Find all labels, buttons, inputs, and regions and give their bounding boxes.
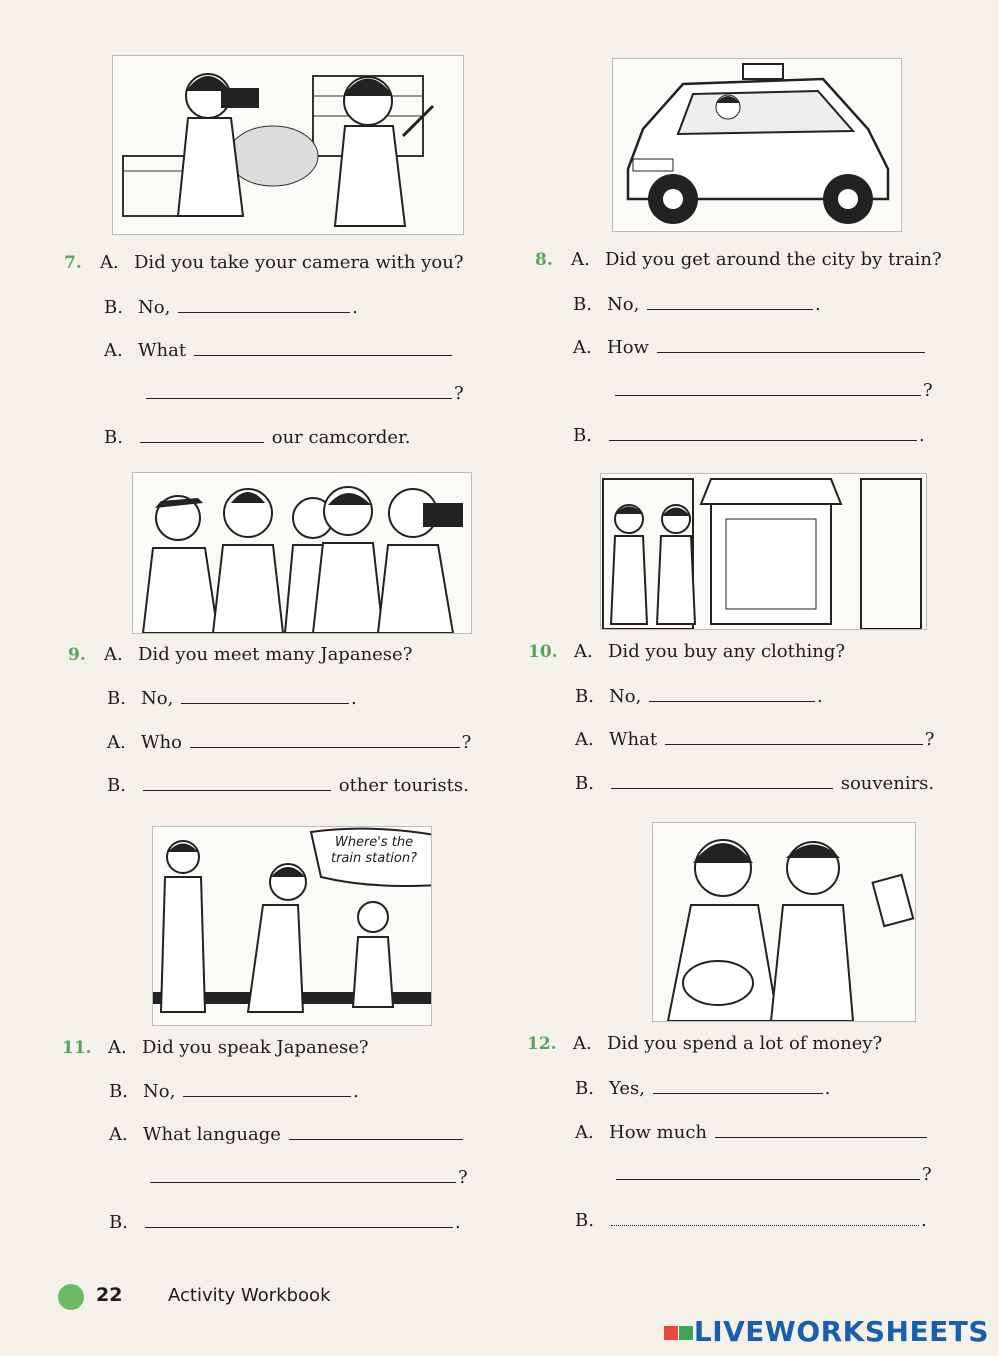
speaker-label: A. [109, 1124, 128, 1145]
speaker-label: A. [104, 644, 123, 665]
illustration-shop-front [600, 473, 927, 630]
speaker-label: B. [104, 427, 123, 448]
punctuation: . [824, 1078, 831, 1099]
illustration-taxi [612, 58, 902, 232]
punctuation: . [353, 1081, 359, 1102]
question-prefix: What [609, 729, 658, 750]
answer-blank[interactable] [615, 380, 921, 396]
speaker-label: A. [104, 340, 123, 361]
question-prefix: What [138, 340, 187, 361]
question-number: 12. [527, 1034, 557, 1054]
question-number: 9. [68, 645, 86, 665]
answer-blank[interactable] [143, 775, 331, 791]
punctuation: . [455, 1212, 461, 1233]
question-number: 11. [62, 1038, 92, 1058]
speaker-label: B. [107, 688, 126, 709]
speech-bubble: Where's the train station? [330, 835, 418, 866]
question-text: Did you speak Japanese? [142, 1037, 369, 1058]
punctuation: . [817, 686, 823, 707]
speaker-label: A. [571, 249, 590, 270]
answer-prefix: No, [141, 688, 174, 709]
answer-blank[interactable] [190, 732, 460, 748]
answer-blank[interactable] [665, 729, 923, 745]
punctuation: . [352, 297, 358, 318]
question-text: Did you meet many Japanese? [138, 644, 413, 665]
question-number: 7. [64, 253, 82, 273]
answer-blank[interactable] [194, 340, 452, 356]
speaker-label: A. [575, 729, 594, 750]
book-title: Activity Workbook [168, 1285, 331, 1306]
punctuation: ? [922, 1164, 932, 1185]
question-prefix: How much [609, 1122, 707, 1143]
answer-blank[interactable] [289, 1124, 463, 1140]
answer-blank[interactable] [181, 688, 349, 704]
punctuation: ? [461, 732, 472, 753]
punctuation: ? [458, 1167, 468, 1188]
punctuation: ? [454, 383, 464, 404]
punctuation: . [351, 688, 357, 709]
speaker-label: B. [573, 425, 592, 446]
answer-blank[interactable] [647, 294, 813, 310]
question-text: Did you buy any clothing? [608, 641, 845, 662]
illustration-train-station-question [152, 826, 432, 1026]
answer-blank[interactable] [611, 773, 833, 789]
question-prefix: How [607, 337, 649, 358]
punctuation: . [919, 425, 925, 446]
question-prefix: What language [143, 1124, 281, 1145]
page-marker-dot [58, 1284, 84, 1310]
logo-icon [664, 1326, 678, 1340]
answer-blank[interactable] [611, 1210, 919, 1226]
answer-blank[interactable] [140, 427, 264, 443]
speaker-label: B. [104, 297, 123, 318]
speaker-label: A. [575, 1122, 594, 1143]
illustration-crowd-group [132, 472, 472, 634]
speaker-label: A. [573, 1033, 592, 1054]
speaker-label: A. [108, 1037, 127, 1058]
question-text: Did you take your camera with you? [134, 252, 464, 273]
speaker-label: B. [575, 773, 594, 794]
punctuation: . [921, 1210, 927, 1231]
answer-blank[interactable] [145, 1212, 453, 1228]
answer-blank[interactable] [178, 297, 350, 313]
speaker-label: B. [109, 1081, 128, 1102]
speaker-label: B. [109, 1212, 128, 1233]
answer-blank[interactable] [146, 383, 452, 399]
logo-icon [679, 1326, 693, 1340]
question-text: Did you get around the city by train? [605, 249, 942, 270]
page-number: 22 [96, 1284, 123, 1306]
speaker-label: A. [100, 252, 119, 273]
question-number: 8. [535, 250, 553, 270]
speaker-label: B. [575, 1078, 594, 1099]
question-number: 10. [528, 642, 558, 662]
answer-blank[interactable] [653, 1078, 823, 1094]
speaker-label: A. [573, 337, 592, 358]
punctuation: ? [924, 729, 935, 750]
liveworksheets-watermark [664, 1315, 989, 1348]
punctuation: . [815, 294, 821, 315]
answer-suffix: souvenirs. [840, 773, 935, 794]
speaker-label: B. [573, 294, 592, 315]
answer-blank[interactable] [616, 1164, 920, 1180]
illustration-tourists-camera [112, 55, 464, 235]
speaker-label: B. [107, 775, 126, 796]
answer-prefix: No, [607, 294, 640, 315]
answer-blank[interactable] [183, 1081, 351, 1097]
watermark-text: LIVEWORKSHEETS [693, 1315, 989, 1348]
answer-blank[interactable] [715, 1122, 927, 1138]
speaker-label: A. [574, 641, 593, 662]
answer-suffix: our camcorder. [271, 427, 411, 448]
answer-prefix: No, [609, 686, 642, 707]
speaker-label: B. [575, 1210, 594, 1231]
answer-suffix: other tourists. [338, 775, 469, 796]
punctuation: ? [923, 380, 933, 401]
answer-blank[interactable] [657, 337, 925, 353]
answer-blank[interactable] [649, 686, 815, 702]
question-prefix: Who [141, 732, 182, 753]
answer-blank[interactable] [150, 1167, 456, 1183]
answer-prefix: Yes, [609, 1078, 645, 1099]
answer-prefix: No, [143, 1081, 176, 1102]
speaker-label: A. [107, 732, 126, 753]
speaker-label: B. [575, 686, 594, 707]
answer-prefix: No, [138, 297, 171, 318]
illustration-money-couple [652, 822, 916, 1022]
question-text: Did you spend a lot of money? [607, 1033, 883, 1054]
answer-blank[interactable] [609, 425, 917, 441]
